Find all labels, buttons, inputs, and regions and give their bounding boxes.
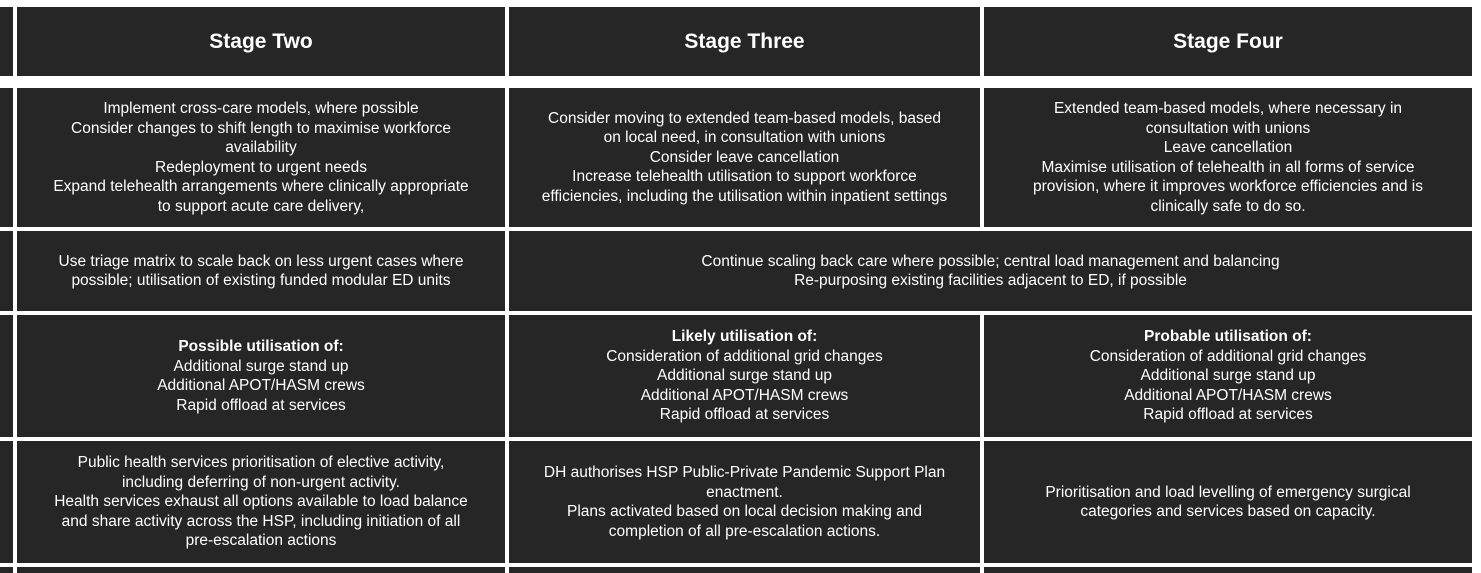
row-2-stage-three-four <box>509 231 1472 311</box>
row-2-stage-two-line: Use triage matrix to scale back on less urgent cases where <box>58 252 464 270</box>
row-4-stage-two-line: including deferring of non-urgent activity. <box>121 473 400 491</box>
row-1-stage-two-line: Redeployment to urgent needs <box>155 158 367 176</box>
row-4-stage-two-line: Public health services prioritisation of elective activity, <box>77 454 445 472</box>
row-2-stage-three-four-line: Re-purposing existing facilities adjacent to ED, if possible <box>794 272 1187 289</box>
edge-cell-row-2 <box>0 231 13 311</box>
row-1-stage-two <box>17 88 505 227</box>
row-3-stage-four-line: Additional APOT/HASM crews <box>1124 386 1332 404</box>
row-3-stage-four-heading: Probable utilisation of: <box>1144 328 1312 346</box>
row-4-stage-four-line: Prioritisation and load levelling of emergency surgical <box>1045 483 1411 501</box>
row-3-stage-two-line: Additional APOT/HASM crews <box>157 377 365 394</box>
row-3-stage-three-line: Rapid offload at services <box>659 406 830 424</box>
row-3-stage-three-line: Additional APOT/HASM crews <box>640 386 849 404</box>
row-3-stage-two-line: Additional surge stand up <box>173 357 349 375</box>
row-1-stage-four-line: Leave cancellation <box>1163 139 1293 156</box>
row-3-stage-four <box>984 315 1472 437</box>
header-stage-two-label: Stage Two <box>209 29 313 53</box>
header-stage-four <box>984 7 1472 76</box>
row-3-stage-three-line: Consideration of additional grid changes <box>606 347 883 365</box>
row-3-stage-four-line: Rapid offload at services <box>1143 406 1313 424</box>
row-3-stage-three-line: Additional surge stand up <box>657 367 832 385</box>
row-4-stage-four <box>984 441 1472 563</box>
edge-cell-row-1 <box>0 88 13 227</box>
row-3-stage-two-heading: Possible utilisation of: <box>178 338 344 355</box>
row-1-stage-three-line: on local need, in consultation with unions <box>603 129 886 147</box>
edge-cell-bottom-0 <box>0 567 13 573</box>
row-3-stage-two <box>17 315 505 437</box>
header-stage-four-label: Stage Four <box>1173 29 1283 53</box>
row-1-stage-four-line: clinically safe to do so. <box>1150 197 1306 215</box>
row-4-stage-three-line: completion of all pre-escalation actions. <box>608 522 881 540</box>
row-1-stage-two-line: Consider changes to shift length to maximise workforce <box>71 119 451 137</box>
row-1-stage-three-line: efficiencies, including the utilisation within inpatient settings <box>541 187 948 205</box>
row-4-stage-four-line: categories and services based on capacity. <box>1080 503 1376 520</box>
row-3-stage-four-line: Additional surge stand up <box>1140 367 1316 385</box>
row-4-stage-two-line: pre-escalation actions <box>185 532 337 550</box>
edge-cell-header <box>0 7 13 76</box>
row-3-stage-three <box>509 315 980 437</box>
edge-cell-bottom-1 <box>17 567 505 573</box>
row-1-stage-three-line: Increase telehealth utilisation to support workforce <box>572 168 917 186</box>
row-3-stage-two-line: Rapid offload at services <box>176 396 346 414</box>
row-4-stage-two-line: and share activity across the HSP, including initiation of all <box>61 512 461 530</box>
row-4-stage-three-line: Plans activated based on local decision making and <box>566 503 922 520</box>
row-1-stage-four-line: Extended team-based models, where necessary in <box>1053 100 1403 117</box>
row-4-stage-two-line: Health services exhaust all options available to load balance <box>54 493 468 511</box>
row-2-stage-two <box>17 231 505 311</box>
edge-cell-bottom-2 <box>509 567 980 573</box>
row-1-stage-four-line: provision, where it improves workforce efficiencies and is <box>1033 178 1423 195</box>
row-4-stage-three <box>509 441 980 563</box>
row-1-stage-two-line: availability <box>225 139 297 156</box>
row-1-stage-four-line: consultation with unions <box>1145 119 1311 137</box>
row-1-stage-four <box>984 88 1472 227</box>
header-stage-three <box>509 7 980 76</box>
row-3-stage-three-heading: Likely utilisation of: <box>671 328 818 346</box>
row-2-stage-three-four-line: Continue scaling back care where possible; central load management and balancing <box>701 252 1280 270</box>
row-1-stage-three-line: Consider moving to extended team-based models, based <box>548 109 941 127</box>
edge-cell-row-4 <box>0 441 13 563</box>
row-1-stage-four-line: Maximise utilisation of telehealth in all forms of service <box>1041 158 1415 176</box>
row-1-stage-three-line: Consider leave cancellation <box>649 148 840 166</box>
row-1-stage-two-line: to support acute care delivery, <box>157 197 365 215</box>
edge-cell-row-3 <box>0 315 13 437</box>
header-stage-three-label: Stage Three <box>684 29 805 53</box>
row-2-stage-two-line: possible; utilisation of existing funded modular ED units <box>71 272 451 289</box>
row-4-stage-two <box>17 441 505 563</box>
row-4-stage-three-line: DH authorises HSP Public-Private Pandemic Support Plan <box>543 464 946 481</box>
row-3-stage-four-line: Consideration of additional grid changes <box>1089 347 1367 365</box>
row-4-stage-three-line: enactment. <box>706 483 783 501</box>
row-1-stage-three <box>509 88 980 227</box>
edge-cell-bottom-3 <box>984 567 1472 573</box>
header-stage-two <box>17 7 505 76</box>
row-1-stage-two-line: Expand telehealth arrangements where clinically appropriate <box>53 178 469 195</box>
row-1-stage-two-line: Implement cross-care models, where possible <box>103 100 419 117</box>
